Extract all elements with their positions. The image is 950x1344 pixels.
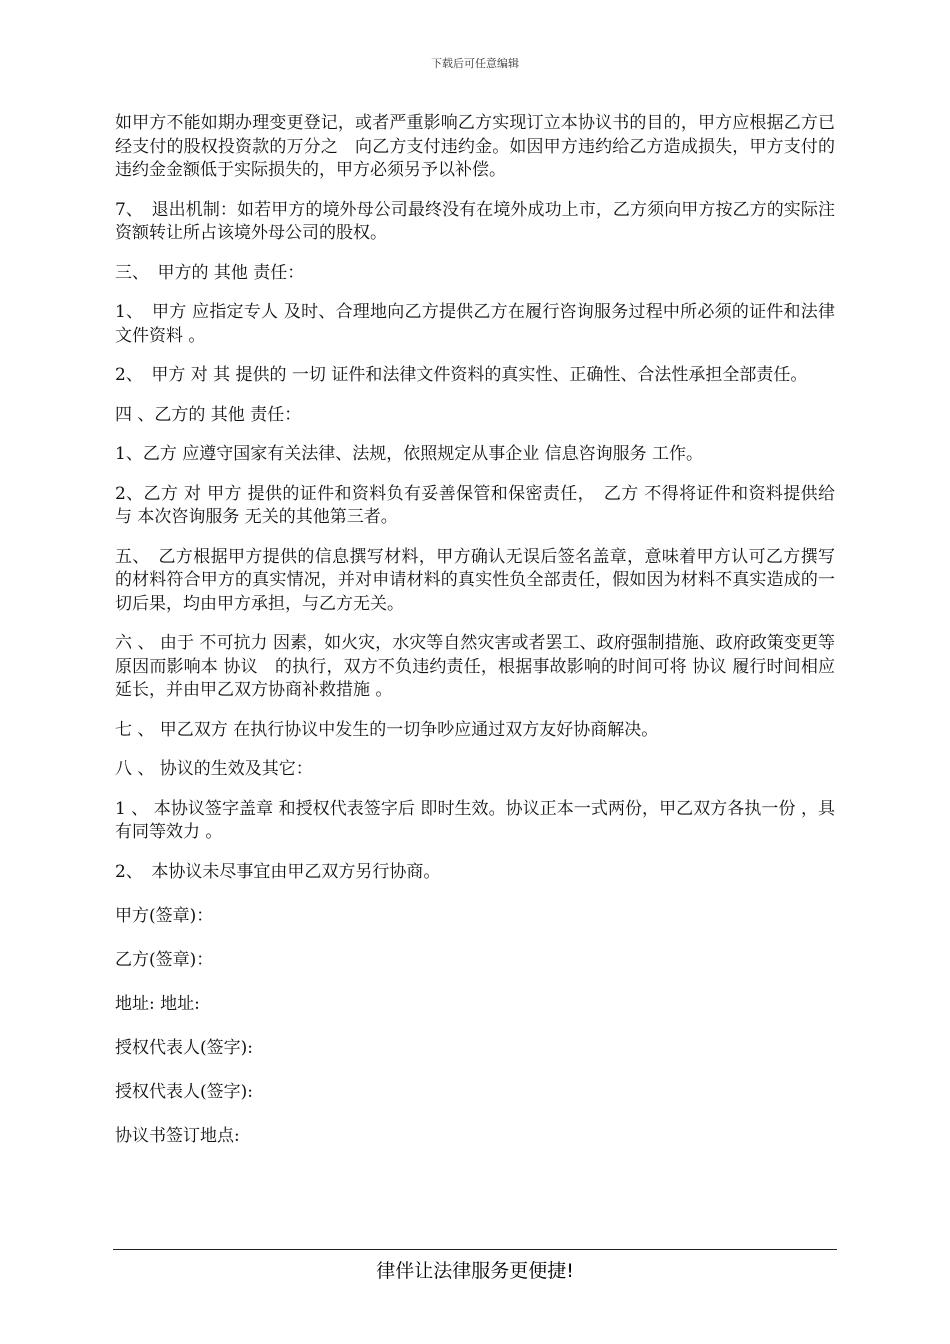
address-line: 地址: 地址: [115, 994, 200, 1014]
footer-slogan: 律伴让法律服务更便捷! [376, 1260, 574, 1282]
paragraph-exit-mechanism: 7、 退出机制：如若甲方的境外母公司最终没有在境外成功上市，乙方须向甲方按乙方的实际注资额转让所占该境外母公司的股权。 [115, 199, 835, 243]
section-five-materials: 五、 乙方根据甲方提供的信息撰写材料，甲方确认无误后签名盖章，意味着甲方认可乙方撰写的材料符合甲方的真实情况，并对申请材料的真实性负全部责任，假如因为材料不真实造成的一切后果，均由甲方承担，与乙方无关。 [115, 546, 835, 614]
paragraph-party-a-duty-2: 2、 甲方 对 其 提供的 一切 证件和法律文件资料的真实性、正确性、合法性承担全部责任。 [115, 365, 808, 385]
signing-location: 协议书签订地点: [115, 1126, 240, 1146]
authorized-rep-b: 授权代表人(签字): [115, 1082, 253, 1102]
footer-divider [113, 1249, 837, 1250]
section-heading-effectiveness: 八 、 协议的生效及其它： [115, 759, 313, 779]
paragraph-party-b-duty-2: 2、乙方 对 甲方 提供的证件和资料负有妥善保管和保密责任， 乙方 不得将证件和资料提供给与 本次咨询服务 无关的其他第三者。 [115, 483, 835, 527]
authorized-rep-a: 授权代表人(签字): [115, 1038, 253, 1058]
paragraph-effectiveness-2: 2、 本协议未尽事宜由甲乙双方另行协商。 [115, 861, 441, 882]
paragraph-party-b-duty-1: 1、乙方 应遵守国家有关法律、法规，依照规定从事企业 信息咨询服务 工作。 [115, 444, 704, 464]
document-body [115, 112, 835, 1168]
signature-party-b: 乙方(签章)： [115, 950, 214, 970]
section-six-force-majeure: 六 、 由于 不可抗力 因素，如火灾，水灾等自然灾害或者罢工、政府强制措施、政府政策变更等原因而影响本 协议 的执行，双方不负违约责任，根据事故影响的时间可将 协议 履行时间相应延长，并由甲乙双方协商补救措施 。 [115, 633, 835, 700]
section-heading-party-b-duties: 四 、乙方的 其他 责任： [115, 404, 302, 425]
paragraph-breach-penalty: 如甲方不能如期办理变更登记，或者严重影响乙方实现订立本协议书的目的，甲方应根据乙方已经支付的股权投资款的万分之 向乙方支付违约金。如因甲方违约给乙方造成损失，甲方支付的违约金金额低于实际损失的，甲方必须另予以补偿。 [115, 113, 835, 180]
section-heading-party-a-duties: 三、 甲方的 其他 责任： [115, 262, 305, 283]
signature-party-a: 甲方(签章)： [115, 906, 214, 926]
header-note: 下载后可任意编辑 [431, 57, 519, 70]
section-seven-disputes: 七 、 甲乙双方 在执行协议中发生的一切争吵应通过双方友好协商解决。 [115, 719, 659, 740]
paragraph-effectiveness-1: 1 、 本协议签字盖章 和授权代表签字后 即时生效。协议正本一式两份，甲乙双方各执一份 ，具有同等效力 。 [115, 798, 835, 842]
paragraph-party-a-duty-1: 1、 甲方 应指定专人 及时、合理地向乙方提供乙方在履行咨询服务过程中所必须的证件和法律文件资料 。 [115, 302, 835, 346]
